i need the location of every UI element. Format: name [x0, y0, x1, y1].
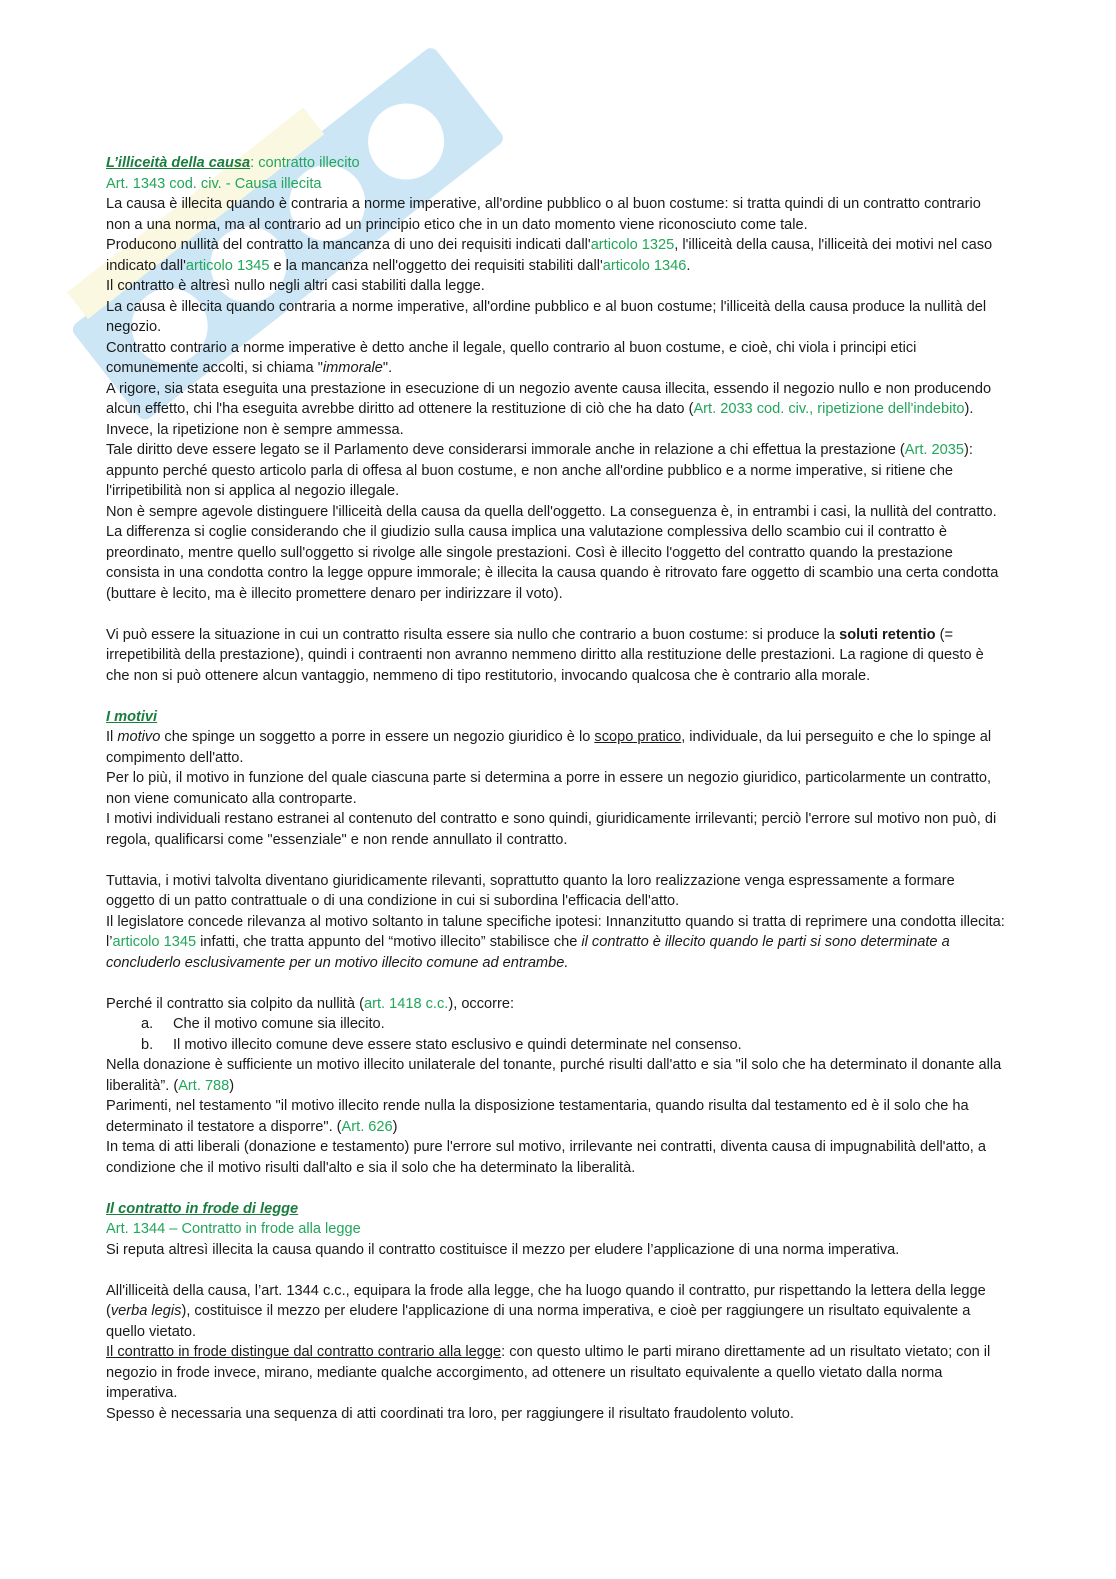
- section-heading-causa: L’illiceità della causa: contratto illecito: [106, 155, 360, 171]
- paragraph: Vi può essere la situazione in cui un contratto risulta essere sia nullo che contrario a buon costume: si produce la soluti retentio (= irrepetibilità della prestazione), quindi i contraenti non avranno nemmeno diritto alla restituzione delle prestazioni. La ragione di questo è che non si può ottenere alcun vantaggio, nemmeno di tipo restitutorio, invocando qualcosa che è contrario alla morale.: [106, 626, 984, 684]
- article-link[interactable]: Art. 788: [178, 1077, 230, 1094]
- paragraph: La causa è illecita quando è contraria a norme imperative, all'ordine pubblico o al buon costume: si tratta quindi di un contratto contrario non a una norma, ma al contrario ad un principio etico che in un dato momento viene riconosciuto come tale.: [106, 196, 981, 233]
- paragraph: Per lo più, il motivo in funzione del quale ciascuna parte si determina a porre in essere un negozio giuridico, particolarmente un contratto, non viene comunicato alla controparte.: [106, 770, 992, 807]
- paragraph: All'illiceità della causa, l’art. 1344 c.c., equipara la frode alla legge, che ha luogo quando il contratto, pur rispettando la lettera della legge (verba legis), costituisce il mezzo per eludere l'applicazione di una norma imperativa, e cioè per raggiungere un risultato equivalente a quello vietato.: [106, 1282, 986, 1340]
- paragraph: Il contratto in frode distingue dal contratto contrario alla legge: con questo ultimo le parti mirano direttamente ad un risultato vietato; con il negozio in frode invece, mirano, mediante qualche accorgimento, ad ottenere un risultato equivalente a quello vietato dalla norma imperativa.: [106, 1344, 991, 1401]
- paragraph: I motivi individuali restano estranei al contenuto del contratto e sono quindi, giuridicamente irrilevanti; perciò l'errore sul motivo non può, di regola, qualificarsi come "essenziale" e non rende annullato il contratto.: [106, 811, 997, 848]
- paragraph: Il motivo che spinge un soggetto a porre in essere un negozio giuridico è lo scopo pratico, individuale, da lui perseguito e che lo spinge al compimento dell'atto.: [106, 729, 992, 766]
- article-link[interactable]: articolo 1345: [112, 934, 197, 950]
- paragraph: Perché il contratto sia colpito da nullità (art. 1418 c.c.), occorre:: [106, 995, 515, 1012]
- paragraph: Non è sempre agevole distinguere l'illiceità della causa da quella dell'oggetto. La conseguenza è, in entrambi i casi, la nullità del contratto.: [106, 503, 997, 520]
- paragraph: Contratto contrario a norme imperative è detto anche il legale, quello contrario al buon costume, e cioè, chi viola i principi etici comunemente accolti, si chiama "immorale".: [106, 339, 917, 376]
- paragraph: La differenza si coglie considerando che il giudizio sulla causa implica una valutazione complessiva dello scambio cui il contratto è preordinato, mentre quello sull'oggetto si rivolge alle singole prestazioni. Così è illecito l'oggetto del contratto quando la prestazione consista in una condotta contro la legge oppure immorale; è illecita la causa quando è ritrovato fare oggetto di scambio una certa condotta (buttare è lecito, ma è illecito promettere denaro per indirizzare il voto).: [106, 524, 999, 602]
- paragraph: Tale diritto deve essere legato se il Parlamento deve considerarsi immorale anche in relazione a chi effettua la prestazione (Art. 2035): appunto perché questo articolo parla di offesa al buon costume, e non anche all'ordine pubblico e a norme imperative, si ritiene che l'irripetibilità non si applica al negozio illegale.: [106, 442, 973, 499]
- paragraph: Il legislatore concede rilevanza al motivo soltanto in talune specifiche ipotesi: Innanzitutto quando si tratta di reprimere una condotta illecita: l’articolo 1345 infatti, che tratta appunto del “motivo illecito” stabilisce che il contratto è illecito quando le parti si sono determinate a concluderlo esclusivamente per un motivo illecito comune ad entrambe.: [106, 913, 1005, 971]
- paragraph: Il contratto è altresì nullo negli altri casi stabiliti dalla legge.: [106, 278, 485, 294]
- list-item: b. Il motivo illecito comune deve essere stato esclusivo e quindi determinate nel consenso.: [141, 1036, 742, 1053]
- paragraph: Nella donazione è sufficiente un motivo illecito unilaterale del tonante, purché risulti dall'atto e sia "il solo che ha determinato il donante alla liberalità”. (Art. 788): [106, 1057, 1002, 1094]
- article-link[interactable]: art. 1418 c.c.: [363, 995, 449, 1012]
- document-page: [106, 153, 1006, 1424]
- list-item: a. Che il motivo comune sia illecito.: [141, 1016, 385, 1032]
- article-reference: Art. 1343 cod. civ. - Causa illecita: [106, 175, 322, 192]
- paragraph: Producono nullità del contratto la mancanza di uno dei requisiti indicati dall'articolo 1325, l'illiceità della causa, l'illiceità dei motivi nel caso indicato dall'articolo 1345 e la mancanza nell'oggetto dei requisiti stabiliti dall'articolo 1346.: [106, 237, 993, 274]
- paragraph: In tema di atti liberali (donazione e testamento) pure l'errore sul motivo, irrilevante nei contratti, diventa causa di impugnabilità dell'atto, a condizione che il motivo risulti dall'alto e sia il solo che ha determinato la liberalità.: [106, 1139, 987, 1176]
- article-reference: Art. 1344 – Contratto in frode alla legge: [106, 1221, 361, 1237]
- article-link[interactable]: articolo 1325: [590, 237, 675, 253]
- article-link[interactable]: articolo 1346: [602, 257, 687, 274]
- paragraph: Spesso è necessaria una sequenza di atti coordinati tra loro, per raggiungere il risultato fraudolento voluto.: [106, 1405, 794, 1422]
- paragraph: La causa è illecita quando contraria a norme imperative, all'ordine pubblico e al buon costume; l'illiceità della causa produce la nullità del negozio.: [106, 298, 987, 335]
- paragraph: Si reputa altresì illecita la causa quando il contratto costituisce il mezzo per eludere l’applicazione di una norma imperativa.: [106, 1241, 900, 1258]
- section-heading-frode: Il contratto in frode di legge: [106, 1200, 299, 1217]
- article-link[interactable]: Art. 2035: [904, 442, 964, 458]
- paragraph: Tuttavia, i motivi talvolta diventano giuridicamente rilevanti, soprattutto quanto la loro realizzazione venga espressamente a formare oggetto di un patto contrattuale o di una condizione in cui si subordina l'efficacia dell'atto.: [106, 872, 955, 909]
- section-heading-motivi: I motivi: [106, 708, 158, 725]
- paragraph: A rigore, sia stata eseguita una prestazione in esecuzione di un negozio avente causa illecita, essendo il negozio nullo e non producendo alcun effetto, chi l'ha eseguita avrebbe diritto ad ottenere la restituzione di ciò che ha dato (Art. 2033 cod. civ., ripetizione dell'indebito). Invece, la ripetizione non è sempre ammessa.: [106, 380, 992, 438]
- paragraph: Parimenti, nel testamento "il motivo illecito rende nulla la disposizione testamentaria, quando risulta dal testamento ed è il solo che ha determinato il testatore a disporre". (Art. 626): [106, 1098, 969, 1135]
- article-link[interactable]: Art. 2033 cod. civ., ripetizione dell'indebito: [693, 401, 965, 417]
- article-link[interactable]: articolo 1345: [185, 257, 270, 274]
- article-link[interactable]: Art. 626: [341, 1118, 393, 1135]
- conditions-list: [106, 1014, 1006, 1055]
